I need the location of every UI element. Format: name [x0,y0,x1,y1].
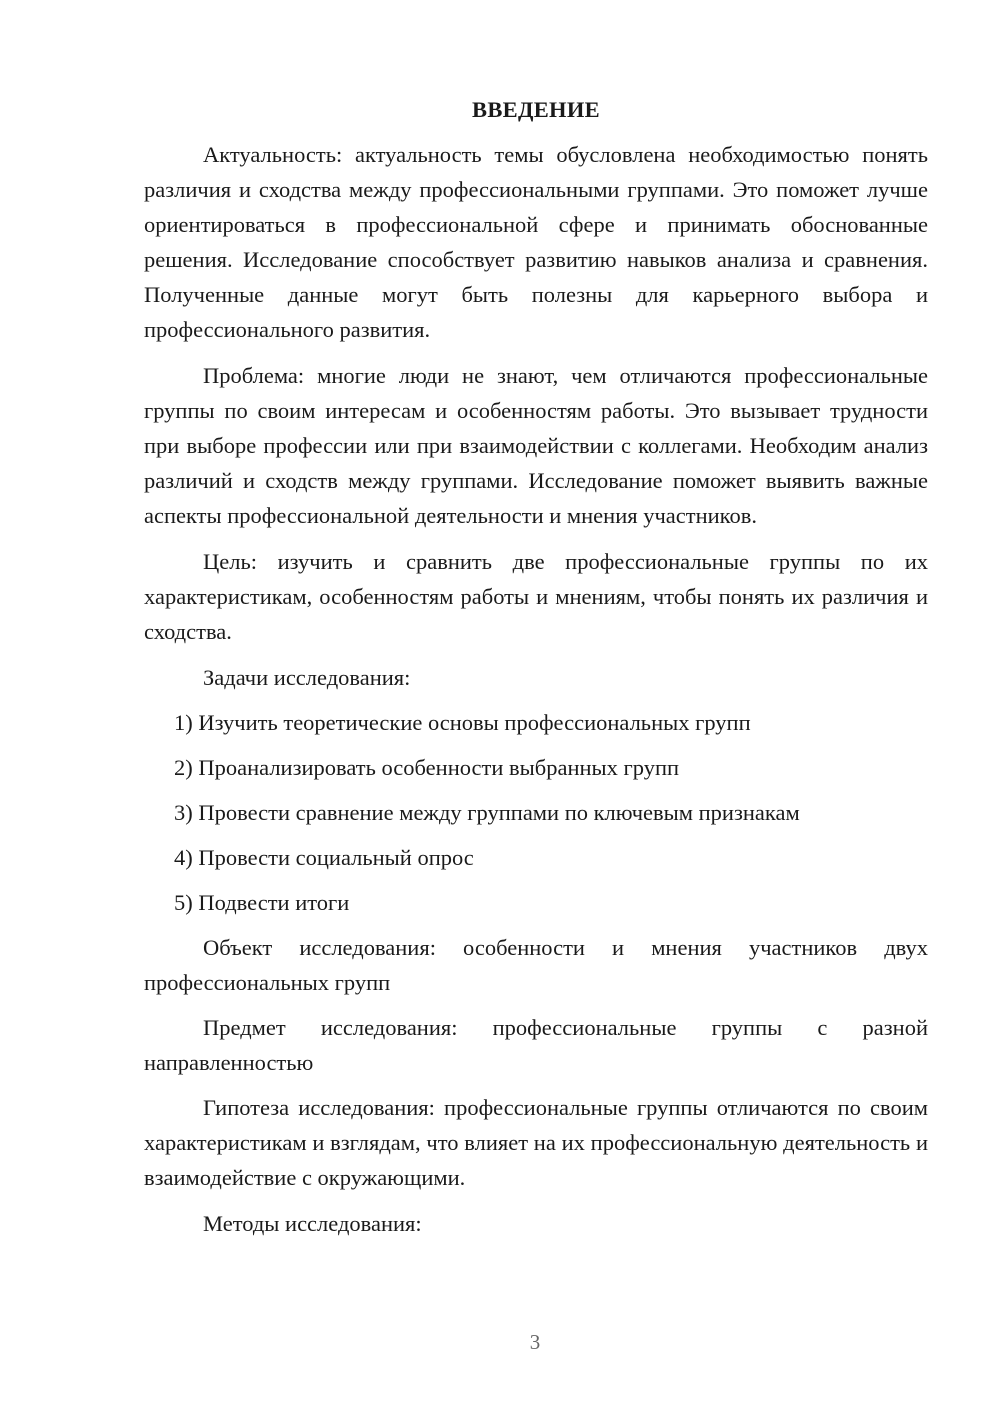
task-item-5: 5) Подвести итоги [174,890,350,915]
task-item-3: 3) Провести сравнение между группами по ключевым признакам [174,800,800,825]
object-paragraph: Объект исследования: особенности и мнения участников двух профессиональных групп [144,935,928,995]
subject-paragraph: Предмет исследования: профессиональные группы с разной направленностью [144,1015,928,1075]
page-content [144,92,928,1251]
hypothesis-paragraph: Гипотеза исследования: профессиональные группы отличаются по своим характеристикам и взглядам, что влияет на их профессиональную деятельность и взаимодействие с окружающими. [144,1095,928,1190]
tasks-list [144,705,928,920]
tasks-heading: Задачи исследования: [203,665,411,690]
task-item-1: 1) Изучить теоретические основы профессиональных групп [174,710,751,735]
problem-paragraph: Проблема: многие люди не знают, чем отличаются профессиональные группы по своим интересам и особенностям работы. Это вызывает трудности при выборе профессии или при взаимодействии с коллегами. Необходим анализ различий и сходств между группами. Исследование поможет выявить важные аспекты профессиональной деятельности и мнения участников. [144,363,928,528]
relevance-paragraph: Актуальность: актуальность темы обусловлена необходимостью понять различия и сходства между профессиональными группами. Это поможет лучше ориентироваться в профессиональной сфере и принимать обоснованные решения. Исследование способствует развитию навыков анализа и сравнения. Полученные данные могут быть полезны для карьерного выбора и профессионального развития. [144,142,928,342]
page-title: ВВЕДЕНИЕ [472,97,600,122]
goal-paragraph: Цель: изучить и сравнить две профессиональные группы по их характеристикам, особенностям работы и мнениям, чтобы понять их различия и сходства. [144,549,928,644]
task-item-2: 2) Проанализировать особенности выбранных групп [174,755,680,780]
page-number: 3 [529,1330,541,1354]
task-item-4: 4) Провести социальный опрос [174,845,474,870]
methods-heading: Методы исследования: [203,1211,422,1236]
